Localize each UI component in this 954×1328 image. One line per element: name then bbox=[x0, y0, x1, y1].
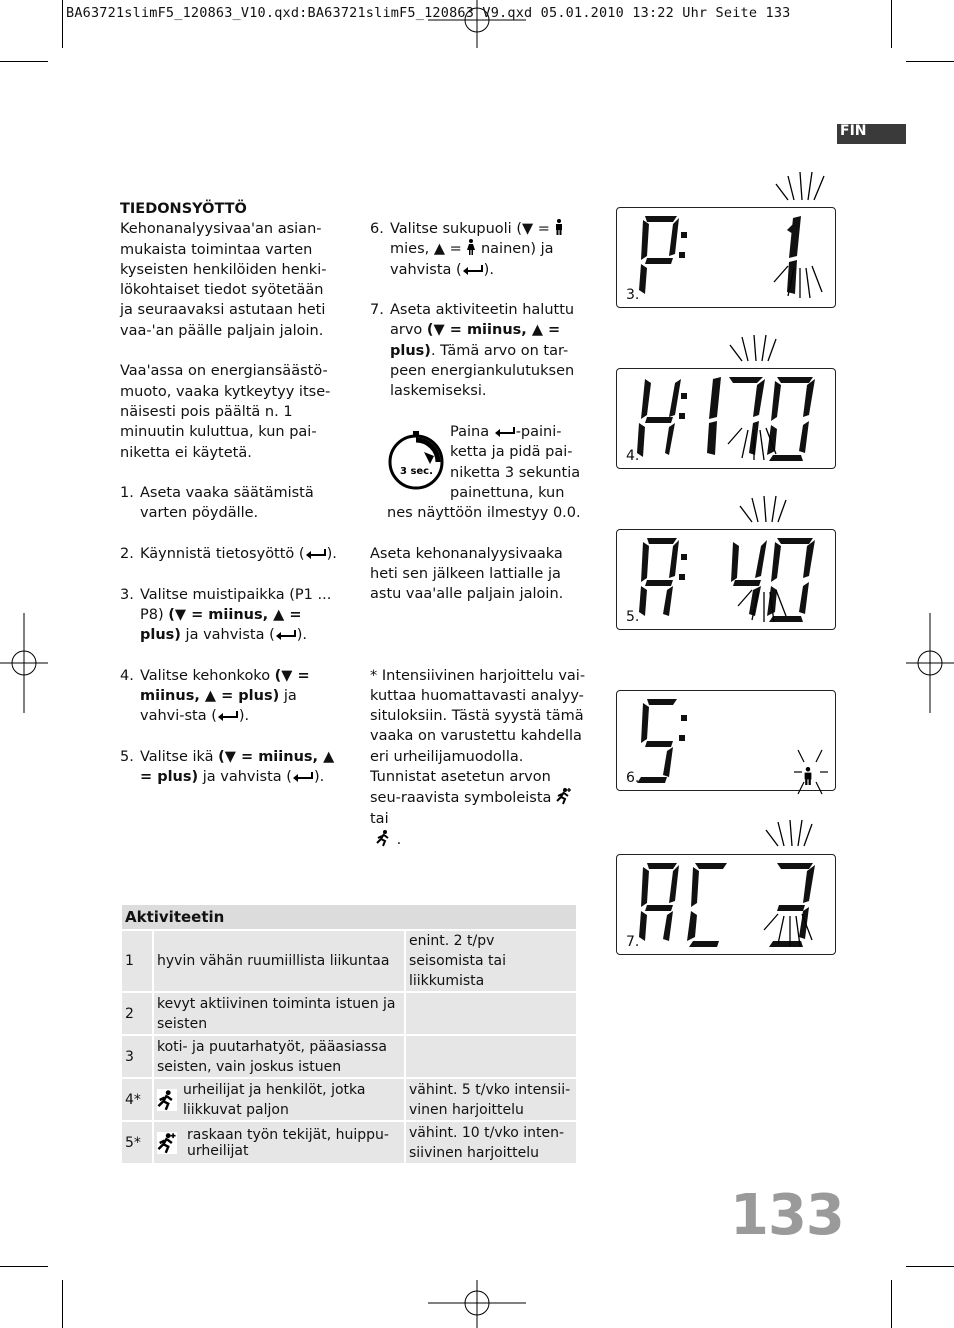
step-6: 6. Valitse sukupuoli (▼ = mies, ▲ = nainen) ja vahvista ( ). bbox=[370, 219, 586, 280]
display-label: 4. bbox=[626, 448, 640, 464]
enter-arrow-icon bbox=[494, 426, 516, 438]
step-5: 5. Valitse ikä (▼ = miinus, ▲ = plus) ja vahvista ( ). bbox=[120, 749, 335, 786]
enter-arrow-icon bbox=[292, 771, 314, 783]
language-tab: FIN bbox=[837, 124, 906, 144]
row-extra: vähint. 10 t/vko inten-siivinen harjoittelu bbox=[405, 1121, 577, 1164]
timer-icon bbox=[386, 430, 446, 492]
blink-marks-icon bbox=[770, 170, 840, 206]
runner-icon bbox=[556, 787, 572, 805]
step-7: 7. Aseta aktiviteetin haluttu arvo (▼ = miinus, ▲ = plus). Tämä arvo on tar-peen energiankulutuksen laskemiseksi. bbox=[370, 302, 575, 400]
blink-marks-icon bbox=[732, 586, 812, 626]
display-label: 6. bbox=[626, 770, 640, 786]
blink-marks-icon bbox=[758, 910, 838, 950]
registration-mark-icon bbox=[906, 613, 954, 713]
blink-marks-icon bbox=[766, 262, 836, 302]
blink-marks-icon bbox=[736, 494, 806, 528]
energy-text: Vaa'assa on energiansäästö-muoto, vaaka kytkeytyy itse-näisesti pois päältä n. 1 minuutin kuluttua, kun pai-niketta ei käytetä. bbox=[120, 363, 331, 461]
table-row bbox=[121, 930, 577, 992]
row-description: urheilijat ja henkilöt, jotka liikkuvat paljon bbox=[153, 1078, 405, 1121]
enter-arrow-icon bbox=[217, 710, 239, 722]
crop-mark bbox=[62, 0, 63, 48]
section-title: TIEDONSYÖTTÖ bbox=[120, 201, 247, 217]
runner-icon bbox=[157, 1089, 177, 1111]
male-icon bbox=[555, 219, 563, 235]
display-label: 7. bbox=[626, 934, 640, 950]
display-label: 5. bbox=[626, 609, 640, 625]
female-icon bbox=[466, 239, 476, 255]
table-row bbox=[121, 1121, 577, 1164]
row-number: 5* bbox=[121, 1121, 153, 1164]
left-column bbox=[120, 199, 340, 788]
step-4: 4. Valitse kehonkoko (▼ = miinus, ▲ = plus) ja vahvi-sta ( ). bbox=[120, 667, 310, 725]
table-row bbox=[121, 1078, 577, 1121]
row-extra bbox=[405, 1035, 577, 1078]
crop-mark bbox=[0, 61, 48, 62]
step-2: 2. Käynnistä tietosyöttö ( ). bbox=[120, 546, 337, 563]
row-number: 4* bbox=[121, 1078, 153, 1121]
crop-mark bbox=[906, 61, 954, 62]
step-1: 1. Aseta vaaka säätämistä varten pöydälle. bbox=[120, 485, 314, 522]
runner-icon bbox=[157, 1132, 177, 1154]
press-instruction: Paina -paini-ketta ja pidä pai-niketta 3 sekuntia painettuna, kun bbox=[450, 423, 581, 501]
middle-column bbox=[370, 219, 586, 850]
blink-marks-icon bbox=[722, 424, 802, 464]
crop-mark bbox=[891, 0, 892, 48]
intensity-note: * Intensiivinen harjoittelu vai-kuttaa huomattavasti analyy-situloksiin. Tästä syystä tämä vaaka on varustettu kahdella eri urheilijamuodolla. Tunnistat asetetun arvon seu-raavista symboleista tai . bbox=[370, 667, 586, 848]
row-number: 2 bbox=[121, 992, 153, 1035]
row-extra bbox=[405, 992, 577, 1035]
blink-marks-icon bbox=[726, 333, 796, 367]
file-header: BA63721slimF5_120863_V10.qxd:BA63721slimF5_120863_V9.qxd 05.01.2010 13:22 Uhr Seite 133 bbox=[66, 5, 791, 21]
crop-mark bbox=[62, 1280, 63, 1328]
table-row bbox=[121, 1035, 577, 1078]
step-on-text: Aseta kehonanalyysivaaka heti sen jälkeen lattialle ja astu vaa'alle paljain jaloin. bbox=[370, 545, 564, 603]
display-label: 3. bbox=[626, 287, 640, 303]
intro-text: Kehonanalyysivaa'an asian-mukaista toimintaa varten kyseisten henkilöiden henki-lökohtaiset tiedot syötetään ja seuraavaksi astutaan heti vaa-'an päälle paljain jaloin. bbox=[120, 221, 327, 339]
registration-mark-icon bbox=[0, 613, 48, 713]
row-extra: vähint. 5 t/vko intensii-vinen harjoittelu bbox=[405, 1078, 577, 1121]
row-number: 3 bbox=[121, 1035, 153, 1078]
enter-arrow-icon bbox=[462, 264, 484, 276]
activity-table bbox=[120, 903, 578, 1165]
step-3: 3. Valitse muistipaikka (P1 ... P8) (▼ = miinus, ▲ = plus) ja vahvista ( ). bbox=[120, 586, 332, 644]
crop-mark bbox=[0, 1266, 48, 1267]
blink-marks-icon bbox=[762, 818, 832, 852]
table-header-row bbox=[121, 904, 577, 930]
row-description: koti- ja puutarhatyöt, pääasiassa seisten, vain joskus istuen bbox=[153, 1035, 405, 1078]
blink-marks-icon bbox=[792, 748, 832, 800]
table-row bbox=[121, 992, 577, 1035]
enter-arrow-icon bbox=[275, 629, 297, 641]
page-number: 133 bbox=[730, 1183, 844, 1248]
row-description: kevyt aktiivinen toiminta istuen ja seisten bbox=[153, 992, 405, 1035]
row-description: hyvin vähän ruumiillista liikuntaa bbox=[153, 930, 405, 992]
crop-mark bbox=[891, 1280, 892, 1328]
press-instruction-end: nes näyttöön ilmestyy 0.0. bbox=[387, 505, 581, 522]
row-number: 1 bbox=[121, 930, 153, 992]
enter-arrow-icon bbox=[305, 548, 327, 560]
crop-mark bbox=[906, 1266, 954, 1267]
table-header: Aktiviteetin bbox=[121, 904, 577, 930]
row-description: raskaan työn tekijät, huippu-urheilijat bbox=[153, 1121, 405, 1164]
runner-icon bbox=[376, 829, 392, 847]
timer-label: 3 sec. bbox=[400, 466, 433, 477]
registration-mark-icon bbox=[428, 1280, 528, 1328]
row-extra: enint. 2 t/pv seisomista tai liikkumista bbox=[405, 930, 577, 992]
